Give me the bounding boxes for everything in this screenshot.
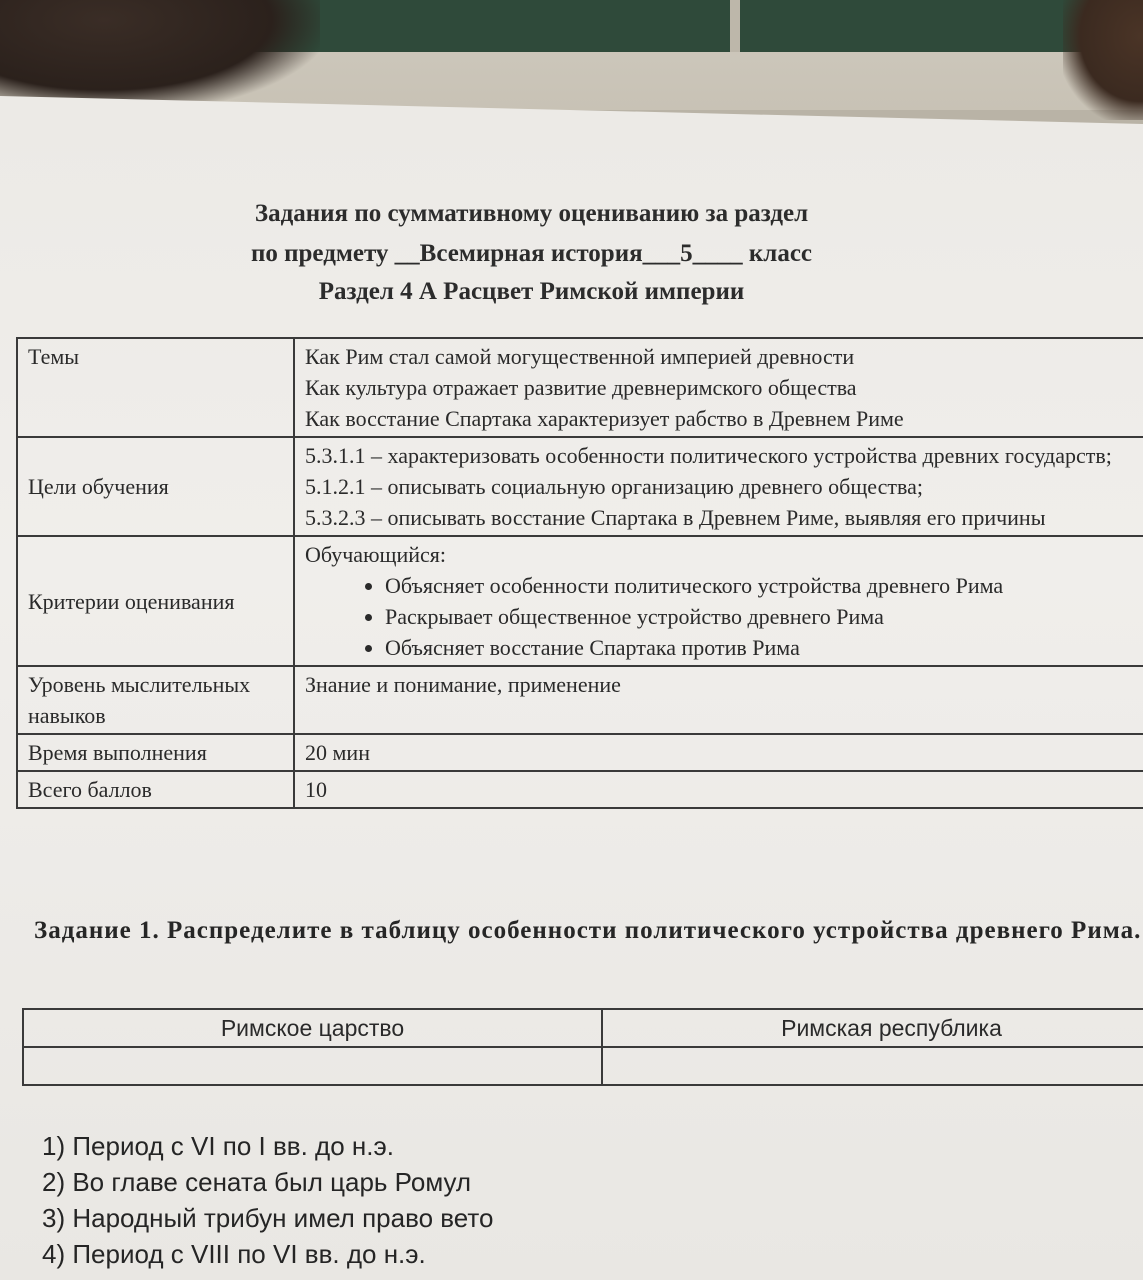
time-label: Время выполнения [17, 734, 294, 771]
score-label: Всего баллов [17, 771, 294, 808]
time-value: 20 мин [294, 734, 1143, 771]
themes-cell [294, 338, 1143, 437]
table-row-criteria [17, 536, 1143, 666]
list-item: 3) Народный трибун имел право вето [42, 1203, 494, 1233]
table-row-goals [17, 437, 1143, 536]
table-row-score [17, 771, 1143, 808]
skills-value: Знание и понимание, применение [294, 666, 1143, 734]
goals-label: Цели обучения [17, 437, 294, 536]
student-head-right [1063, 0, 1143, 120]
criteria-item: • Раскрывает общественное устройство древнего Рима [385, 601, 1143, 632]
themes-label: Темы [17, 338, 294, 437]
goals-cell [294, 437, 1143, 536]
answer-cell-republic[interactable] [602, 1047, 1143, 1085]
score-value: 10 [294, 771, 1143, 808]
goal-item: 5.3.2.3 – описывать восстание Спартака в Древнем Риме, выявляя его причины [305, 505, 1046, 530]
table-row-skills [17, 666, 1143, 734]
criteria-cell [294, 536, 1143, 666]
table-row-themes [17, 338, 1143, 437]
list-item: 4) Период с VIII по VI вв. до н.э. [42, 1239, 426, 1269]
criteria-item: • Объясняет особенности политического устройства древнего Рима [385, 570, 1143, 601]
goal-item: 5.1.2.1 – описывать социальную организацию древнего общества; [305, 474, 923, 499]
criteria-intro: Обучающийся: [305, 542, 446, 567]
student-head-left [0, 0, 320, 110]
answer-cell-kingdom[interactable] [23, 1047, 602, 1085]
column-roman-republic: Римская республика [602, 1009, 1143, 1047]
criteria-list [305, 570, 1143, 663]
skills-label: Уровень мыслительных навыков [17, 666, 294, 734]
list-item: 1) Период с VI по I вв. до н.э. [42, 1131, 394, 1161]
answer-table-row [23, 1047, 1143, 1085]
goal-item: 5.3.1.1 – характеризовать особенности политического устройства древних государств; [305, 443, 1112, 468]
theme-item: Как Рим стал самой могущественной империей древности [305, 344, 855, 369]
statement-list [42, 1128, 493, 1272]
section-title: Раздел 4 А Расцвет Римской империи [318, 278, 745, 305]
header-line-1: Задания по суммативному оцениванию за раздел [254, 200, 809, 227]
criteria-label: Критерии оценивания [17, 536, 294, 666]
header-line-2: по предмету __Всемирная история___5____ класс [250, 240, 813, 267]
column-roman-kingdom: Римское царство [23, 1009, 602, 1047]
answer-table-header [23, 1009, 1143, 1047]
table-row-time [17, 734, 1143, 771]
answer-table [22, 1008, 1143, 1086]
list-item: 2) Во главе сената был царь Ромул [42, 1167, 472, 1197]
chalkboard [250, 0, 1090, 52]
task-1-prompt: Задание 1. Распределите в таблицу особенности политического устройства древнего Рима. [34, 917, 1142, 944]
criteria-item: • Объясняет восстание Спартака против Рима [385, 632, 1143, 663]
classroom-background [0, 0, 1143, 110]
theme-item: Как восстание Спартака характеризует рабство в Древнем Риме [305, 406, 904, 431]
theme-item: Как культура отражает развитие древнеримского общества [305, 375, 857, 400]
assessment-info-table [16, 337, 1143, 809]
